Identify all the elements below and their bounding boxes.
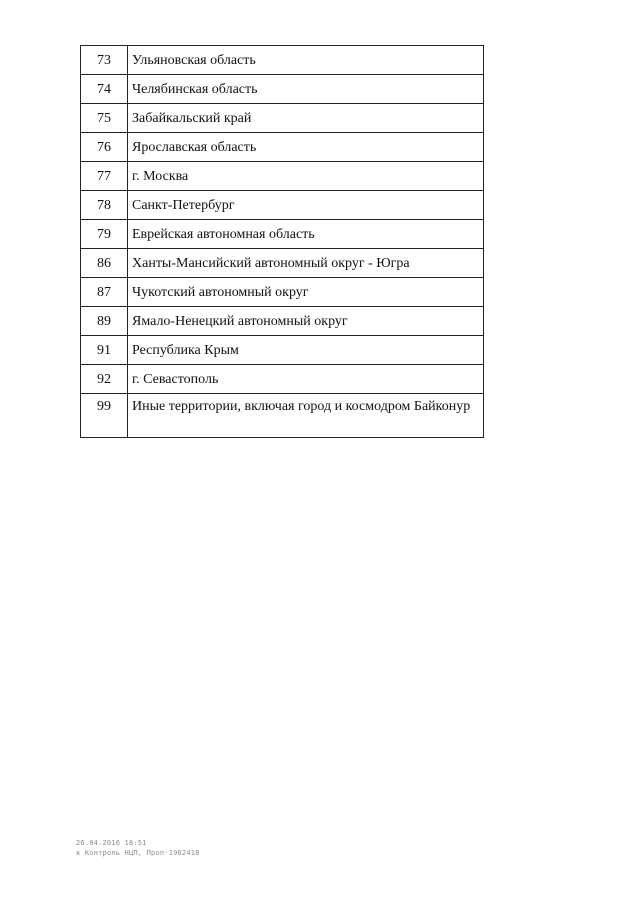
region-name: Забайкальский край bbox=[128, 104, 484, 133]
region-code: 79 bbox=[81, 220, 128, 249]
region-name: Ярославская область bbox=[128, 133, 484, 162]
table-row bbox=[81, 365, 484, 394]
table-row bbox=[81, 220, 484, 249]
region-name: г. Москва bbox=[128, 162, 484, 191]
region-code: 89 bbox=[81, 307, 128, 336]
region-code: 75 bbox=[81, 104, 128, 133]
regions-table bbox=[80, 45, 484, 438]
region-name: г. Севастополь bbox=[128, 365, 484, 394]
table-row bbox=[81, 75, 484, 104]
print-stamp-datetime: 26.04.2016 18:51 bbox=[76, 839, 147, 847]
region-code: 73 bbox=[81, 46, 128, 75]
table-row bbox=[81, 191, 484, 220]
print-stamp-reference: к Контроль НЦП, Проп-1962418 bbox=[76, 849, 200, 857]
region-code: 76 bbox=[81, 133, 128, 162]
region-code: 99 bbox=[81, 394, 128, 438]
region-code: 77 bbox=[81, 162, 128, 191]
region-name: Ханты-Мансийский автономный округ - Югра bbox=[128, 249, 484, 278]
table-row bbox=[81, 133, 484, 162]
print-stamp bbox=[76, 838, 200, 858]
region-name: Ямало-Ненецкий автономный округ bbox=[128, 307, 484, 336]
region-name: Еврейская автономная область bbox=[128, 220, 484, 249]
region-name: Санкт-Петербург bbox=[128, 191, 484, 220]
region-code: 92 bbox=[81, 365, 128, 394]
region-code: 91 bbox=[81, 336, 128, 365]
region-name: Ульяновская область bbox=[128, 46, 484, 75]
table-row bbox=[81, 394, 484, 438]
region-code: 78 bbox=[81, 191, 128, 220]
region-code: 87 bbox=[81, 278, 128, 307]
table-row bbox=[81, 162, 484, 191]
table-row bbox=[81, 307, 484, 336]
region-name: Республика Крым bbox=[128, 336, 484, 365]
table-row bbox=[81, 46, 484, 75]
region-name: Иные территории, включая город и космодром Байконур bbox=[128, 394, 484, 438]
table-row bbox=[81, 336, 484, 365]
region-code: 86 bbox=[81, 249, 128, 278]
table-row bbox=[81, 104, 484, 133]
region-name: Чукотский автономный округ bbox=[128, 278, 484, 307]
region-code: 74 bbox=[81, 75, 128, 104]
table-row bbox=[81, 249, 484, 278]
region-name: Челябинская область bbox=[128, 75, 484, 104]
table-row bbox=[81, 278, 484, 307]
